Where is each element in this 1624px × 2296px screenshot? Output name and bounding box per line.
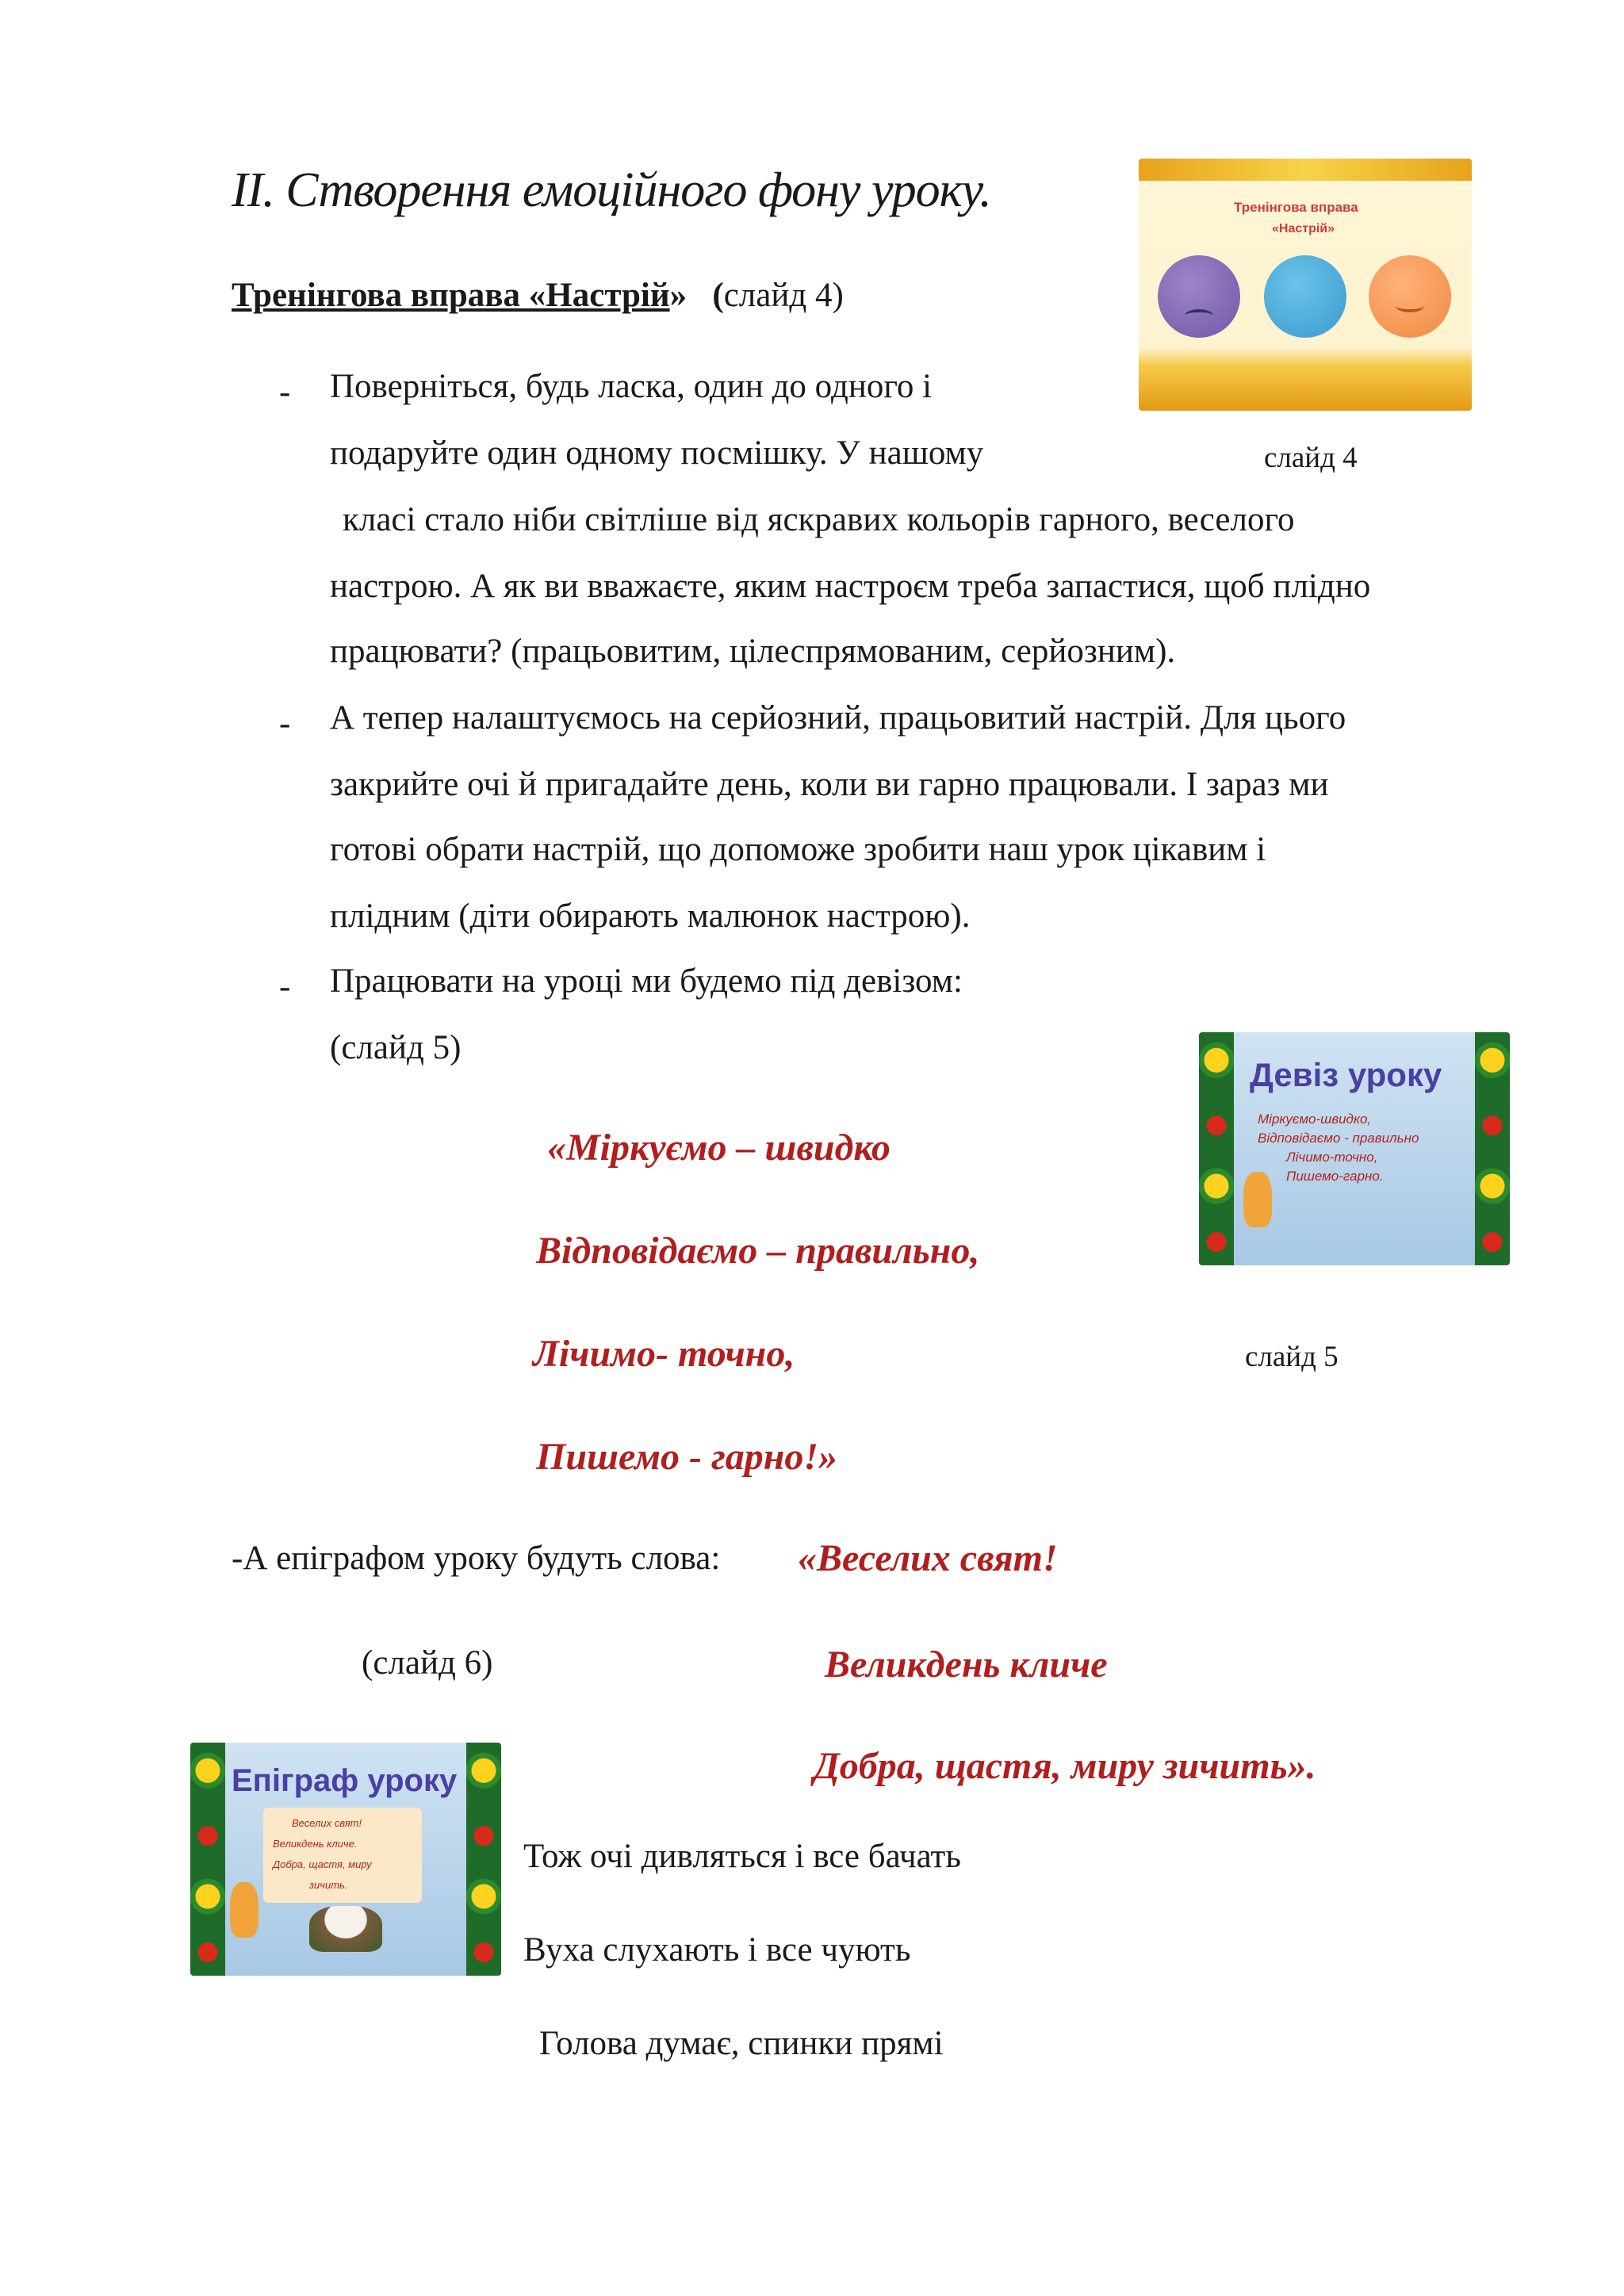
flower-border-right	[1475, 1032, 1510, 1265]
slide-4-topbar	[1139, 159, 1472, 181]
slide-5-caption: слайд 5	[1245, 1341, 1339, 1373]
p1-line4: настрою. А як ви вважаєте, яким настроєм треба запастися, щоб плідно	[330, 568, 1371, 605]
p1-line1: Поверніться, будь ласка, один до одного і	[330, 368, 933, 405]
exercise-slide-ref: слайд 4)	[723, 277, 844, 314]
motto-line-1: «Міркуємо – швидко	[547, 1127, 891, 1169]
poem-line-1: Тож очі дивляться і все бачать	[523, 1838, 961, 1875]
sad-face-icon	[1158, 255, 1240, 338]
slide-5-line: Пишемо-гарно.	[1286, 1169, 1384, 1184]
bullet-marker-3: -	[279, 968, 291, 1005]
slide-6-title: Епіграф уроку	[232, 1763, 458, 1798]
slide-6-line: зичить.	[309, 1879, 348, 1891]
bullet-marker-2: -	[279, 705, 291, 742]
happy-face-icon	[1369, 255, 1451, 338]
motto-line-3: Лічимо- точно,	[533, 1333, 795, 1375]
exercise-title	[232, 276, 844, 315]
p2-line2: закрийте очі й пригадайте день, коли ви гарно працювали. І зараз ми	[330, 766, 1329, 803]
p1-line5: працювати? (працьовитим, цілеспрямованим, серйозним).	[330, 633, 1176, 670]
easter-cake-icon	[309, 1906, 382, 1952]
exercise-name: Тренінгова вправа «Настрій	[232, 277, 670, 314]
p2-line4: плідним (діти обирають малюнок настрою).	[330, 897, 971, 935]
p2-line1: А тепер налаштуємось на серйозний, працьовитий настрій. Для цього	[330, 699, 1346, 737]
p3-line1: Працювати на уроці ми будемо під девізом:	[330, 962, 963, 1000]
flower-border-left	[190, 1743, 225, 1976]
bullet-marker-1: -	[279, 373, 291, 411]
epigraph-line-3: Добра, щастя, миру зичить».	[814, 1745, 1316, 1787]
flower-border-right	[466, 1743, 501, 1976]
epigraph-intro: -А епіграфом уроку будуть слова:	[232, 1540, 721, 1577]
p2-line3: готові обрати настрій, що допоможе зробити наш урок цікавим і	[330, 831, 1266, 868]
p1-line3: класі стало ніби світліше від яскравих кольорів гарного, веселого	[343, 501, 1295, 538]
epigraph-line-1: «Веселих свят!	[798, 1537, 1058, 1579]
slide-5-image	[1199, 1032, 1510, 1265]
slide-6-line: Веселих свят!	[292, 1817, 362, 1829]
exercise-quote-close: »	[669, 277, 688, 314]
slide-5-line: Лічимо-точно,	[1286, 1150, 1378, 1165]
p3-line2: (слайд 5)	[330, 1029, 462, 1066]
neutral-face-icon	[1264, 255, 1346, 338]
epigraph-line-2: Великдень кличе	[825, 1644, 1108, 1686]
p1-line2: подаруйте один одному посмішку. У нашому	[330, 434, 984, 472]
flower-border-left	[1199, 1032, 1234, 1265]
cartoon-cat-icon	[230, 1882, 259, 1938]
motto-line-2: Відповідаємо – правильно,	[536, 1230, 980, 1272]
slide-6-line: Добра, щастя, миру	[273, 1858, 372, 1870]
slide-4-title-line1: Тренінгова вправа	[1234, 200, 1358, 215]
slide-6-line: Великдень кличе.	[273, 1838, 358, 1850]
poem-line-3: Голова думає, спинки прямі	[539, 2025, 944, 2062]
slide-4-image	[1139, 159, 1472, 411]
slide-4-title-line2: «Настрій»	[1272, 222, 1335, 235]
slide-5-line: Відповідаємо - правильно	[1258, 1131, 1419, 1146]
poem-line-2: Вуха слухають і все чують	[523, 1931, 911, 1969]
slide-5-line: Міркуємо-швидко,	[1258, 1112, 1372, 1127]
slide-6-reference: (слайд 6)	[362, 1644, 493, 1682]
section-heading: II. Створення емоційного фону уроку.	[232, 163, 991, 217]
cartoon-cat-icon	[1243, 1172, 1272, 1227]
slide-6-image	[190, 1743, 501, 1976]
slide-4-caption: слайд 4	[1264, 442, 1358, 474]
exercise-paren: (	[712, 277, 724, 314]
motto-line-4: Пишемо - гарно!»	[536, 1436, 838, 1478]
slide-5-title: Девіз уроку	[1250, 1056, 1442, 1093]
